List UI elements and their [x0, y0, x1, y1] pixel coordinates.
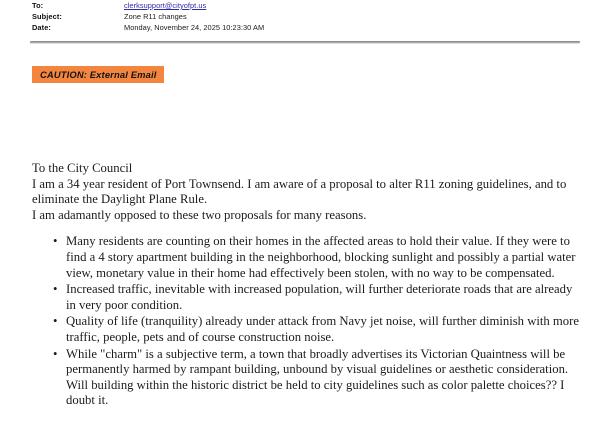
header-value-subject: Zone R11 changes [124, 12, 187, 21]
reasons-list [32, 234, 584, 409]
header-label-date: Date: [32, 23, 51, 32]
body-paragraph-position: I am adamantly opposed to these two proposals for many reasons. [32, 207, 367, 222]
bullet-icon: • [53, 314, 58, 329]
list-item [32, 282, 584, 313]
header-label-subject: Subject: [32, 12, 62, 21]
email-header [32, 0, 580, 33]
list-item [32, 234, 584, 281]
list-item [32, 314, 584, 345]
external-email-caution-banner: CAUTION: External Email [32, 66, 164, 83]
header-row-subject [32, 11, 580, 22]
header-row-date [32, 22, 580, 33]
list-item-text: Quality of life (tranquility) already under attack from Navy jet noise, will further diminish with more traffic, people, pets and of course construction noise. [66, 314, 579, 344]
bullet-icon: • [53, 282, 58, 297]
email-body [32, 161, 584, 410]
bullet-icon: • [53, 346, 58, 361]
header-label-to: To: [32, 1, 44, 10]
body-paragraph-salutation: To the City Council [32, 161, 133, 175]
list-item-text: Increased traffic, inevitable with increased population, will further deteriorate roads that are already in very poor condition. [66, 282, 573, 312]
body-paragraph-intro: I am a 34 year resident of Port Townsend. I am aware of a proposal to alter R11 zoning guidelines, and to eliminate the Daylight Plane Rule. [32, 176, 567, 207]
recipient-email-link[interactable]: clerksupport@cityofpt.us [124, 1, 207, 10]
list-item-text: While "charm" is a subjective term, a town that broadly advertises its Victorian Quaintness will be permanently harmed by rampant building, unbound by visual guidelines or aesthetic consideration. Will building within the historic district be held to city guidelines such as color palette choices?? I doubt it. [66, 346, 569, 408]
header-divider [30, 41, 580, 44]
bullet-icon: • [53, 234, 58, 249]
header-value-date: Monday, November 24, 2025 10:23:30 AM [124, 23, 265, 32]
list-item-text: Many residents are counting on their homes in the affected areas to hold their value. If they were to find a 4 story apartment building in the neighborhood, blocking sunlight and possibly a partial water view, monetary value in their home had effectively been stolen, with no way to be compensated. [66, 234, 576, 280]
list-item [32, 347, 584, 409]
header-row-to [32, 0, 580, 11]
